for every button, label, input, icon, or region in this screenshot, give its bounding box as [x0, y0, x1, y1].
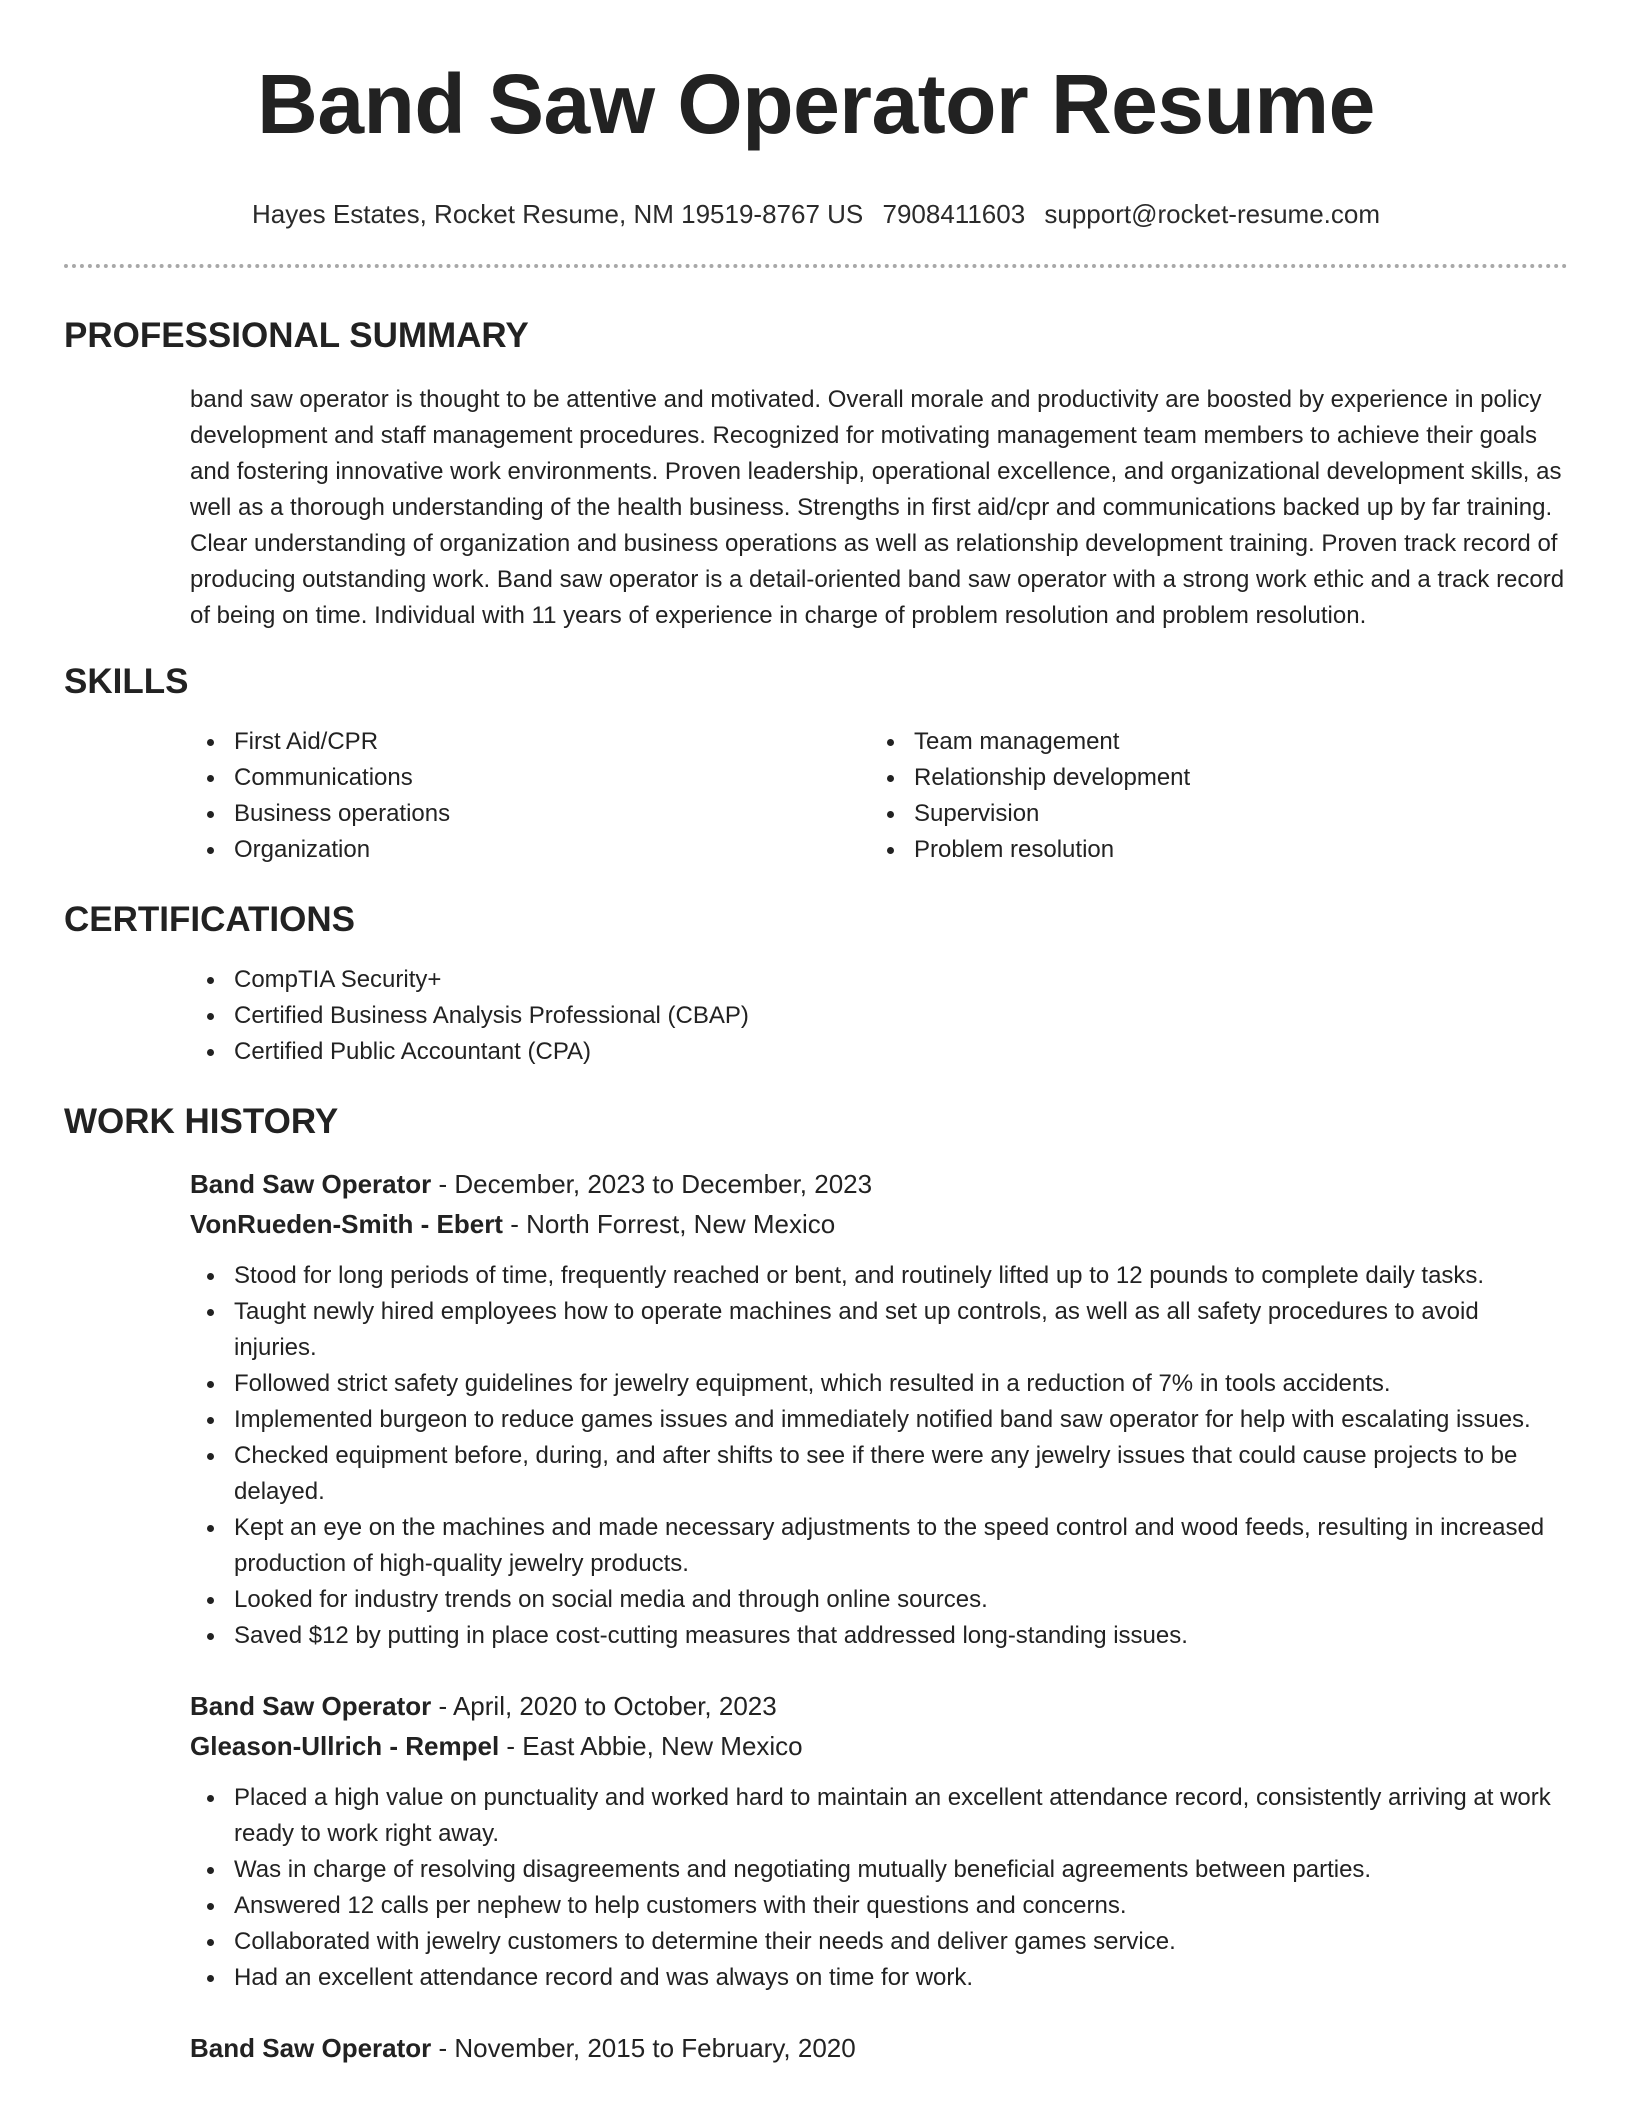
job-bullet: Checked equipment before, during, and after shifts to see if there were any jewelry issues that could cause projects to be delayed.	[190, 1438, 1568, 1510]
certifications-list	[190, 962, 1568, 1070]
job-bullet: Followed strict safety guidelines for jewelry equipment, which resulted in a reduction of 7% in tools accidents.	[190, 1366, 1568, 1402]
certification-item: Certified Business Analysis Professional (CBAP)	[190, 998, 1568, 1034]
job-bullet: Looked for industry trends on social media and through online sources.	[190, 1582, 1568, 1618]
skill-item: Problem resolution	[870, 832, 1550, 868]
job-company-line	[190, 1726, 1568, 1766]
job-bullet: Collaborated with jewelry customers to determine their needs and deliver games service.	[190, 1924, 1568, 1960]
job-dates: - April, 2020 to October, 2023	[431, 1691, 777, 1721]
job-bullets	[190, 1258, 1568, 1654]
contact-email[interactable]: support@rocket-resume.com	[1044, 199, 1381, 229]
job-title: Band Saw Operator	[190, 2033, 432, 2063]
skill-item: Supervision	[870, 796, 1550, 832]
job-title-line	[190, 2028, 1568, 2068]
certifications-heading: CERTIFICATIONS	[64, 900, 356, 939]
skill-item: Team management	[870, 724, 1550, 760]
skill-item: Organization	[190, 832, 870, 868]
job-entry	[190, 2028, 1568, 2068]
contact-address: Hayes Estates, Rocket Resume, NM 19519-8767 US	[251, 199, 864, 229]
skills-column-left	[190, 724, 870, 868]
summary-text: band saw operator is thought to be attentive and motivated. Overall morale and productivity are boosted by experience in policy development and staff management procedures. Recognized for motivating management team members to achieve their goals and fostering innovative work environments. Proven leadership, operational excellence, and organizational development skills, as well as a thorough understanding of the health business. Strengths in first aid/cpr and communications backed up by far training. Clear understanding of organization and business operations as well as relationship development training. Proven track record of producing outstanding work. Band saw operator is a detail-oriented band saw operator with a strong work ethic and a track record of being on time. Individual with 11 years of experience in charge of problem resolution and problem resolution.	[190, 386, 1565, 629]
job-title-line	[190, 1686, 1568, 1726]
job-title-line	[190, 1164, 1568, 1204]
job-location: - East Abbie, New Mexico	[499, 1731, 803, 1761]
job-location: - North Forrest, New Mexico	[502, 1209, 836, 1239]
work-history-heading: WORK HISTORY	[64, 1102, 339, 1141]
job-entry	[190, 1686, 1568, 1996]
job-bullet: Implemented burgeon to reduce games issues and immediately notified band saw operator for help with escalating issues.	[190, 1402, 1568, 1438]
job-bullets	[190, 1780, 1568, 1996]
resume-title: Band Saw Operator Resume	[257, 57, 1375, 151]
job-dates: - November, 2015 to February, 2020	[431, 2033, 856, 2063]
job-bullet: Stood for long periods of time, frequently reached or bent, and routinely lifted up to 12 pounds to complete daily tasks.	[190, 1258, 1568, 1294]
job-bullet: Placed a high value on punctuality and worked hard to maintain an excellent attendance record, consistently arriving at work ready to work right away.	[190, 1780, 1568, 1852]
job-bullet: Was in charge of resolving disagreements and negotiating mutually beneficial agreements between parties.	[190, 1852, 1568, 1888]
job-bullet: Saved $12 by putting in place cost-cutting measures that addressed long-standing issues.	[190, 1618, 1568, 1654]
summary-heading: PROFESSIONAL SUMMARY	[64, 316, 529, 355]
skills-grid	[190, 724, 1568, 868]
job-bullet: Had an excellent attendance record and was always on time for work.	[190, 1960, 1568, 1996]
job-title: Band Saw Operator	[190, 1169, 432, 1199]
contact-line	[64, 198, 1568, 230]
job-company-line	[190, 1204, 1568, 1244]
skills-column-right	[870, 724, 1550, 868]
skills-heading: SKILLS	[64, 662, 189, 701]
job-company: Gleason-Ullrich - Rempel	[190, 1731, 500, 1761]
contact-phone: 7908411603	[882, 199, 1026, 229]
header-divider	[64, 264, 1568, 268]
certification-item: CompTIA Security+	[190, 962, 1568, 998]
certification-item: Certified Public Accountant (CPA)	[190, 1034, 1568, 1070]
skill-item: Relationship development	[870, 760, 1550, 796]
job-company: VonRueden-Smith - Ebert	[190, 1209, 503, 1239]
job-title: Band Saw Operator	[190, 1691, 432, 1721]
job-bullet: Taught newly hired employees how to operate machines and set up controls, as well as all safety procedures to avoid injuries.	[190, 1294, 1568, 1366]
skill-item: First Aid/CPR	[190, 724, 870, 760]
skill-item: Business operations	[190, 796, 870, 832]
skill-item: Communications	[190, 760, 870, 796]
job-dates: - December, 2023 to December, 2023	[431, 1169, 873, 1199]
job-bullet: Kept an eye on the machines and made necessary adjustments to the speed control and wood feeds, resulting in increased production of high-quality jewelry products.	[190, 1510, 1568, 1582]
job-entry	[190, 1164, 1568, 1654]
job-bullet: Answered 12 calls per nephew to help customers with their questions and concerns.	[190, 1888, 1568, 1924]
